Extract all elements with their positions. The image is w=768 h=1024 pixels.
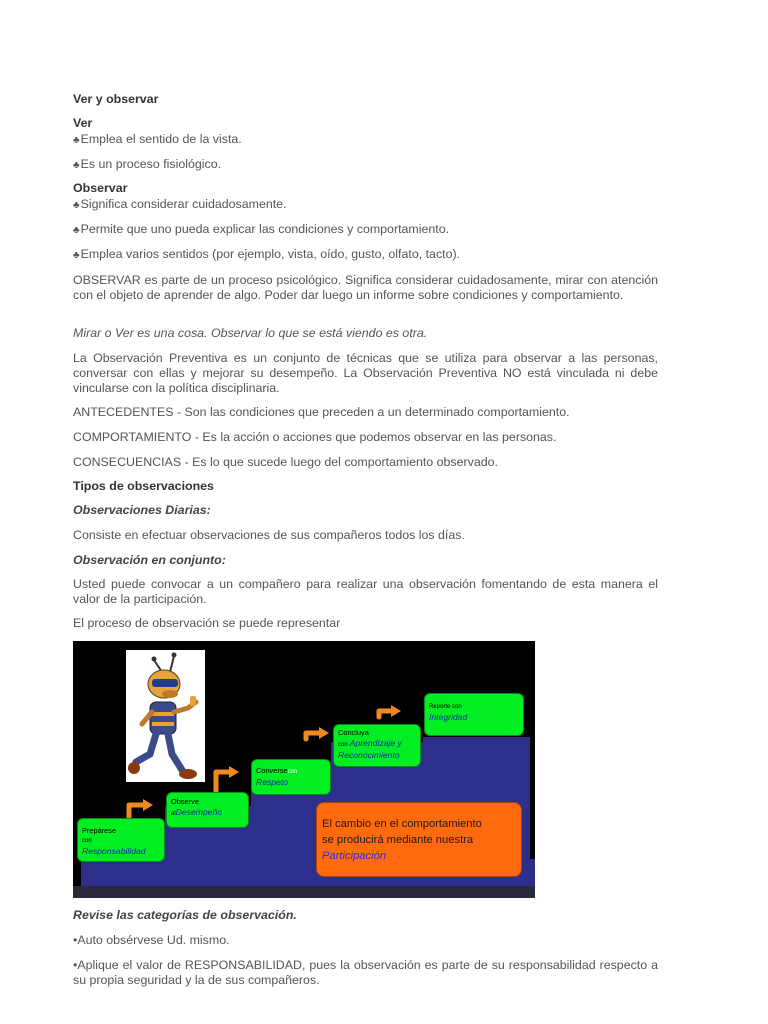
observar-heading: Observar — [73, 181, 128, 195]
conjunto-heading: Observación en conjunto: — [73, 553, 226, 567]
arrow-icon — [379, 711, 393, 717]
revise-heading: Revise las categorías de observación. — [73, 908, 297, 922]
step-observe — [166, 792, 249, 828]
step-title: Reporte con — [429, 704, 462, 710]
tipos-heading: Tipos de observaciones — [73, 479, 214, 493]
arrowhead-icon — [319, 727, 329, 739]
message-highlight: Participación — [322, 850, 387, 862]
step-value: Aprendizaje y Reconocimiento — [338, 738, 402, 760]
paragraph-preventiva: La Observación Preventiva es un conjunto de técnicas que se utiliza para observar a las personas, conversar con ellas y mejorar su desempeño. La Observación Preventiva NO está vinculada ni debe vincularse con la política disciplinaria. — [73, 351, 658, 395]
ver-bullet: ♣Es un proceso fisiológico. — [73, 157, 222, 171]
arrowhead-icon — [391, 705, 401, 717]
club-bullet-icon: ♣ — [73, 225, 80, 236]
step-value: Respeto — [256, 777, 289, 787]
quote: Mirar o Ver es una cosa. Observar lo que se está viendo es otra. — [73, 326, 428, 340]
observar-bullet: ♣Permite que uno pueda explicar las condiciones y comportamiento. — [73, 222, 450, 236]
paragraph-observar: OBSERVAR es parte de un proceso psicológico. Significa considerar cuidadosamente, mirar con atención con el objeto de aprender de algo. Poder dar luego un informe sobre condiciones y comportamiento. — [73, 273, 658, 302]
proceso-text: El proceso de observación se puede representar — [73, 616, 341, 630]
step-value: Integridad — [429, 712, 468, 722]
message-line: El cambio en el comportamiento — [322, 818, 482, 830]
revise-bullet: •Auto obsérvese Ud. mismo. — [73, 933, 230, 947]
step-connector: con — [82, 838, 92, 844]
arrow-icon — [306, 733, 321, 739]
step-value: Responsabilidad — [82, 846, 146, 856]
step-connector: con — [287, 769, 298, 775]
diarias-text: Consiste en efectuar observaciones de sus compañeros todos los días. — [73, 528, 465, 542]
observar-bullet: ♣Significa considerar cuidadosamente. — [73, 197, 287, 211]
page-title: Ver y observar — [73, 92, 159, 106]
conjunto-text: Usted puede convocar a un compañero para realizar una observación fomentando de esta manera el valor de la participación. — [73, 577, 658, 606]
arrow-icon — [129, 805, 145, 817]
definition-antecedentes: ANTECEDENTES - Son las condiciones que preceden a un determinado comportamiento. — [73, 405, 570, 419]
diarias-heading: Observaciones Diarias: — [73, 503, 211, 517]
step-value: Desempeño — [175, 807, 223, 817]
ant-mascot-illustration — [126, 650, 205, 782]
revise-bullet: •Aplique el valor de RESPONSABILIDAD, pues la observación es parte de su responsabilidad respecto a su propia seguridad y la de sus compañeros. — [73, 958, 658, 987]
club-bullet-icon: ♣ — [73, 200, 80, 211]
participation-message — [316, 802, 522, 877]
definition-comportamiento: COMPORTAMIENTO - Es la acción o acciones que podemos observar en las personas. — [73, 430, 557, 444]
club-bullet-icon: ♣ — [73, 160, 80, 171]
step-reporte — [424, 693, 524, 736]
step-title: Prepárese — [82, 826, 117, 835]
ver-bullet: ♣Emplea el sentido de la vista. — [73, 132, 242, 146]
observation-process-diagram — [73, 641, 535, 898]
ver-heading: Ver — [73, 116, 93, 130]
step-title: Converse — [256, 766, 288, 775]
step-connector: con — [338, 742, 348, 748]
message-line: se producirá mediante nuestra — [322, 834, 474, 846]
step-preparese — [77, 818, 165, 862]
definition-consecuencias: CONSECUENCIAS - Es lo que sucede luego del comportamiento observado. — [73, 455, 498, 469]
arrowhead-icon — [143, 799, 153, 811]
step-title: Observe — [171, 797, 199, 806]
club-bullet-icon: ♣ — [73, 135, 80, 146]
step-concluya — [333, 724, 421, 767]
club-bullet-icon: ♣ — [73, 250, 80, 261]
observar-bullet: ♣Emplea varios sentidos (por ejemplo, vista, oído, gusto, olfato, tacto). — [73, 247, 461, 261]
step-converse — [251, 759, 331, 795]
arrowhead-icon — [229, 766, 239, 778]
step-connector: al — [171, 811, 176, 817]
step-title: Concluya — [338, 728, 369, 737]
